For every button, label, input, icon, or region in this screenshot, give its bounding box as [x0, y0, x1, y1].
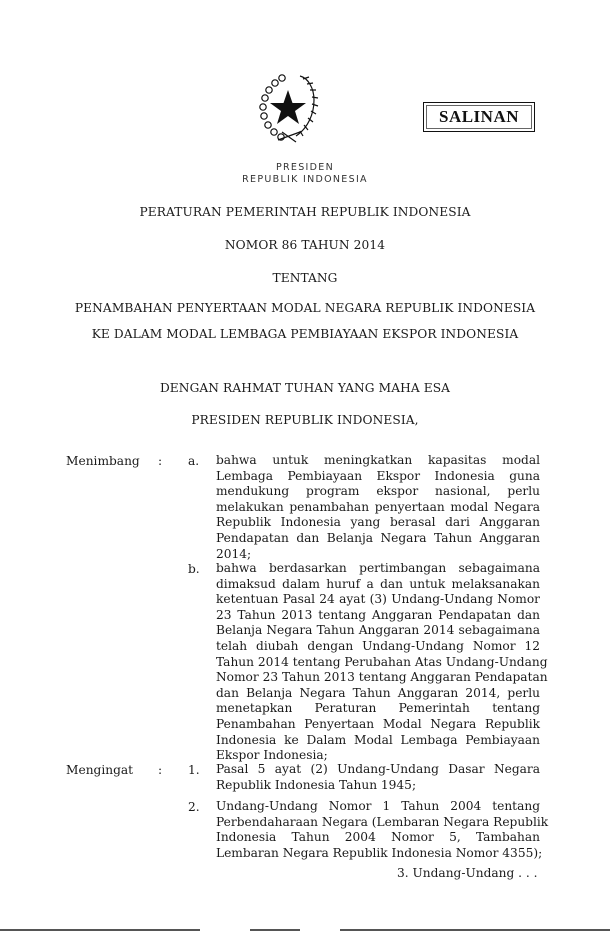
mengingat-item-2-marker: 2. [188, 800, 200, 814]
text-line: Indonesia Tahun 2004 Nomor 5, Tambahan [216, 830, 540, 845]
about-heading: TENTANG [272, 271, 338, 285]
menimbang-item-b-marker: b. [188, 562, 200, 576]
text-line: Nomor 23 Tahun 2013 tentang Anggaran Pendapatan [216, 670, 548, 685]
page-continuation: 3. Undang-Undang . . . [397, 866, 538, 880]
subject-line-1: PENAMBAHAN PENYERTAAN MODAL NEGARA REPUBLIK INDONESIA [74, 301, 536, 315]
footer-rule [250, 929, 300, 931]
mengingat-label: Mengingat [66, 763, 134, 777]
text-line: ketentuan Pasal 24 ayat (3) Undang-Undang Nomor [216, 592, 540, 607]
text-line: Belanja Negara Tahun Anggaran 2014 sebagaimana [216, 623, 540, 638]
regulation-number: NOMOR 86 TAHUN 2014 [224, 238, 386, 252]
text-line: Indonesia ke Dalam Modal Lembaga Pembiayaan [216, 732, 540, 747]
mengingat-item-2 [216, 799, 549, 861]
text-line: menetapkan Peraturan Pemerintah tentang [216, 701, 540, 716]
mengingat-item-1 [216, 762, 540, 793]
menimbang-item-a-marker: a. [188, 454, 200, 468]
text-line: 2014; [216, 546, 252, 561]
garuda-star-emblem-icon [256, 68, 320, 146]
issuer-line: PRESIDEN REPUBLIK INDONESIA, [191, 413, 419, 427]
menimbang-colon: : [158, 454, 163, 468]
mengingat-item-1-marker: 1. [188, 763, 200, 777]
text-line: bahwa berdasarkan pertimbangan sebagaimana [216, 561, 540, 575]
text-line: mendukung program ekspor nasional, perlu [216, 484, 540, 499]
text-line: Perbendaharaan Negara (Lembaran Negara Republik [216, 814, 549, 829]
text-line: Tahun 2014 tentang Perubahan Atas Undang-Undang [216, 654, 548, 669]
office-line-president: PRESIDEN [276, 162, 334, 173]
footer-rule [0, 929, 200, 931]
regulation-title: PERATURAN PEMERINTAH REPUBLIK INDONESIA [139, 205, 471, 219]
text-line: dan Belanja Negara Tahun Anggaran 2014, perlu [216, 685, 540, 700]
text-line: Lembaran Negara Republik Indonesia Nomor 4355); [216, 845, 543, 860]
menimbang-label: Menimbang [66, 454, 140, 468]
text-line: dimaksud dalam huruf a dan untuk melaksanakan [216, 576, 540, 591]
menimbang-item-b [216, 561, 548, 764]
salinan-stamp [423, 102, 535, 132]
text-line: bahwa untuk meningkatkan kapasitas modal [216, 453, 540, 467]
text-line: Undang-Undang Nomor 1 Tahun 2004 tentang [216, 799, 540, 813]
text-line: Republik Indonesia yang berasal dari Anggaran [216, 515, 540, 530]
stamp-text: SALINAN [438, 107, 520, 126]
text-line: Republik Indonesia Tahun 1945; [216, 777, 417, 792]
footer-rule [340, 929, 610, 931]
mengingat-colon: : [158, 763, 163, 777]
text-line: Lembaga Pembiayaan Ekspor Indonesia guna [216, 468, 540, 483]
text-line: Pendapatan dan Belanja Negara Tahun Anggaran [216, 530, 540, 545]
text-line: Penambahan Penyertaan Modal Negara Republik [216, 716, 540, 731]
menimbang-item-a [216, 453, 540, 562]
text-line: melakukan penambahan penyertaan modal Negara [216, 499, 540, 514]
text-line: 23 Tahun 2013 tentang Anggaran Pendapatan dan [216, 607, 540, 622]
text-line: Pasal 5 ayat (2) Undang-Undang Dasar Negara [216, 762, 540, 776]
blessing-line: DENGAN RAHMAT TUHAN YANG MAHA ESA [159, 381, 451, 395]
text-line: Ekspor Indonesia; [216, 748, 328, 763]
office-line-republic: REPUBLIK INDONESIA [242, 174, 368, 185]
text-line: telah diubah dengan Undang-Undang Nomor 12 [216, 638, 540, 653]
subject-line-2: KE DALAM MODAL LEMBAGA PEMBIAYAAN EKSPOR INDONESIA [91, 327, 519, 341]
